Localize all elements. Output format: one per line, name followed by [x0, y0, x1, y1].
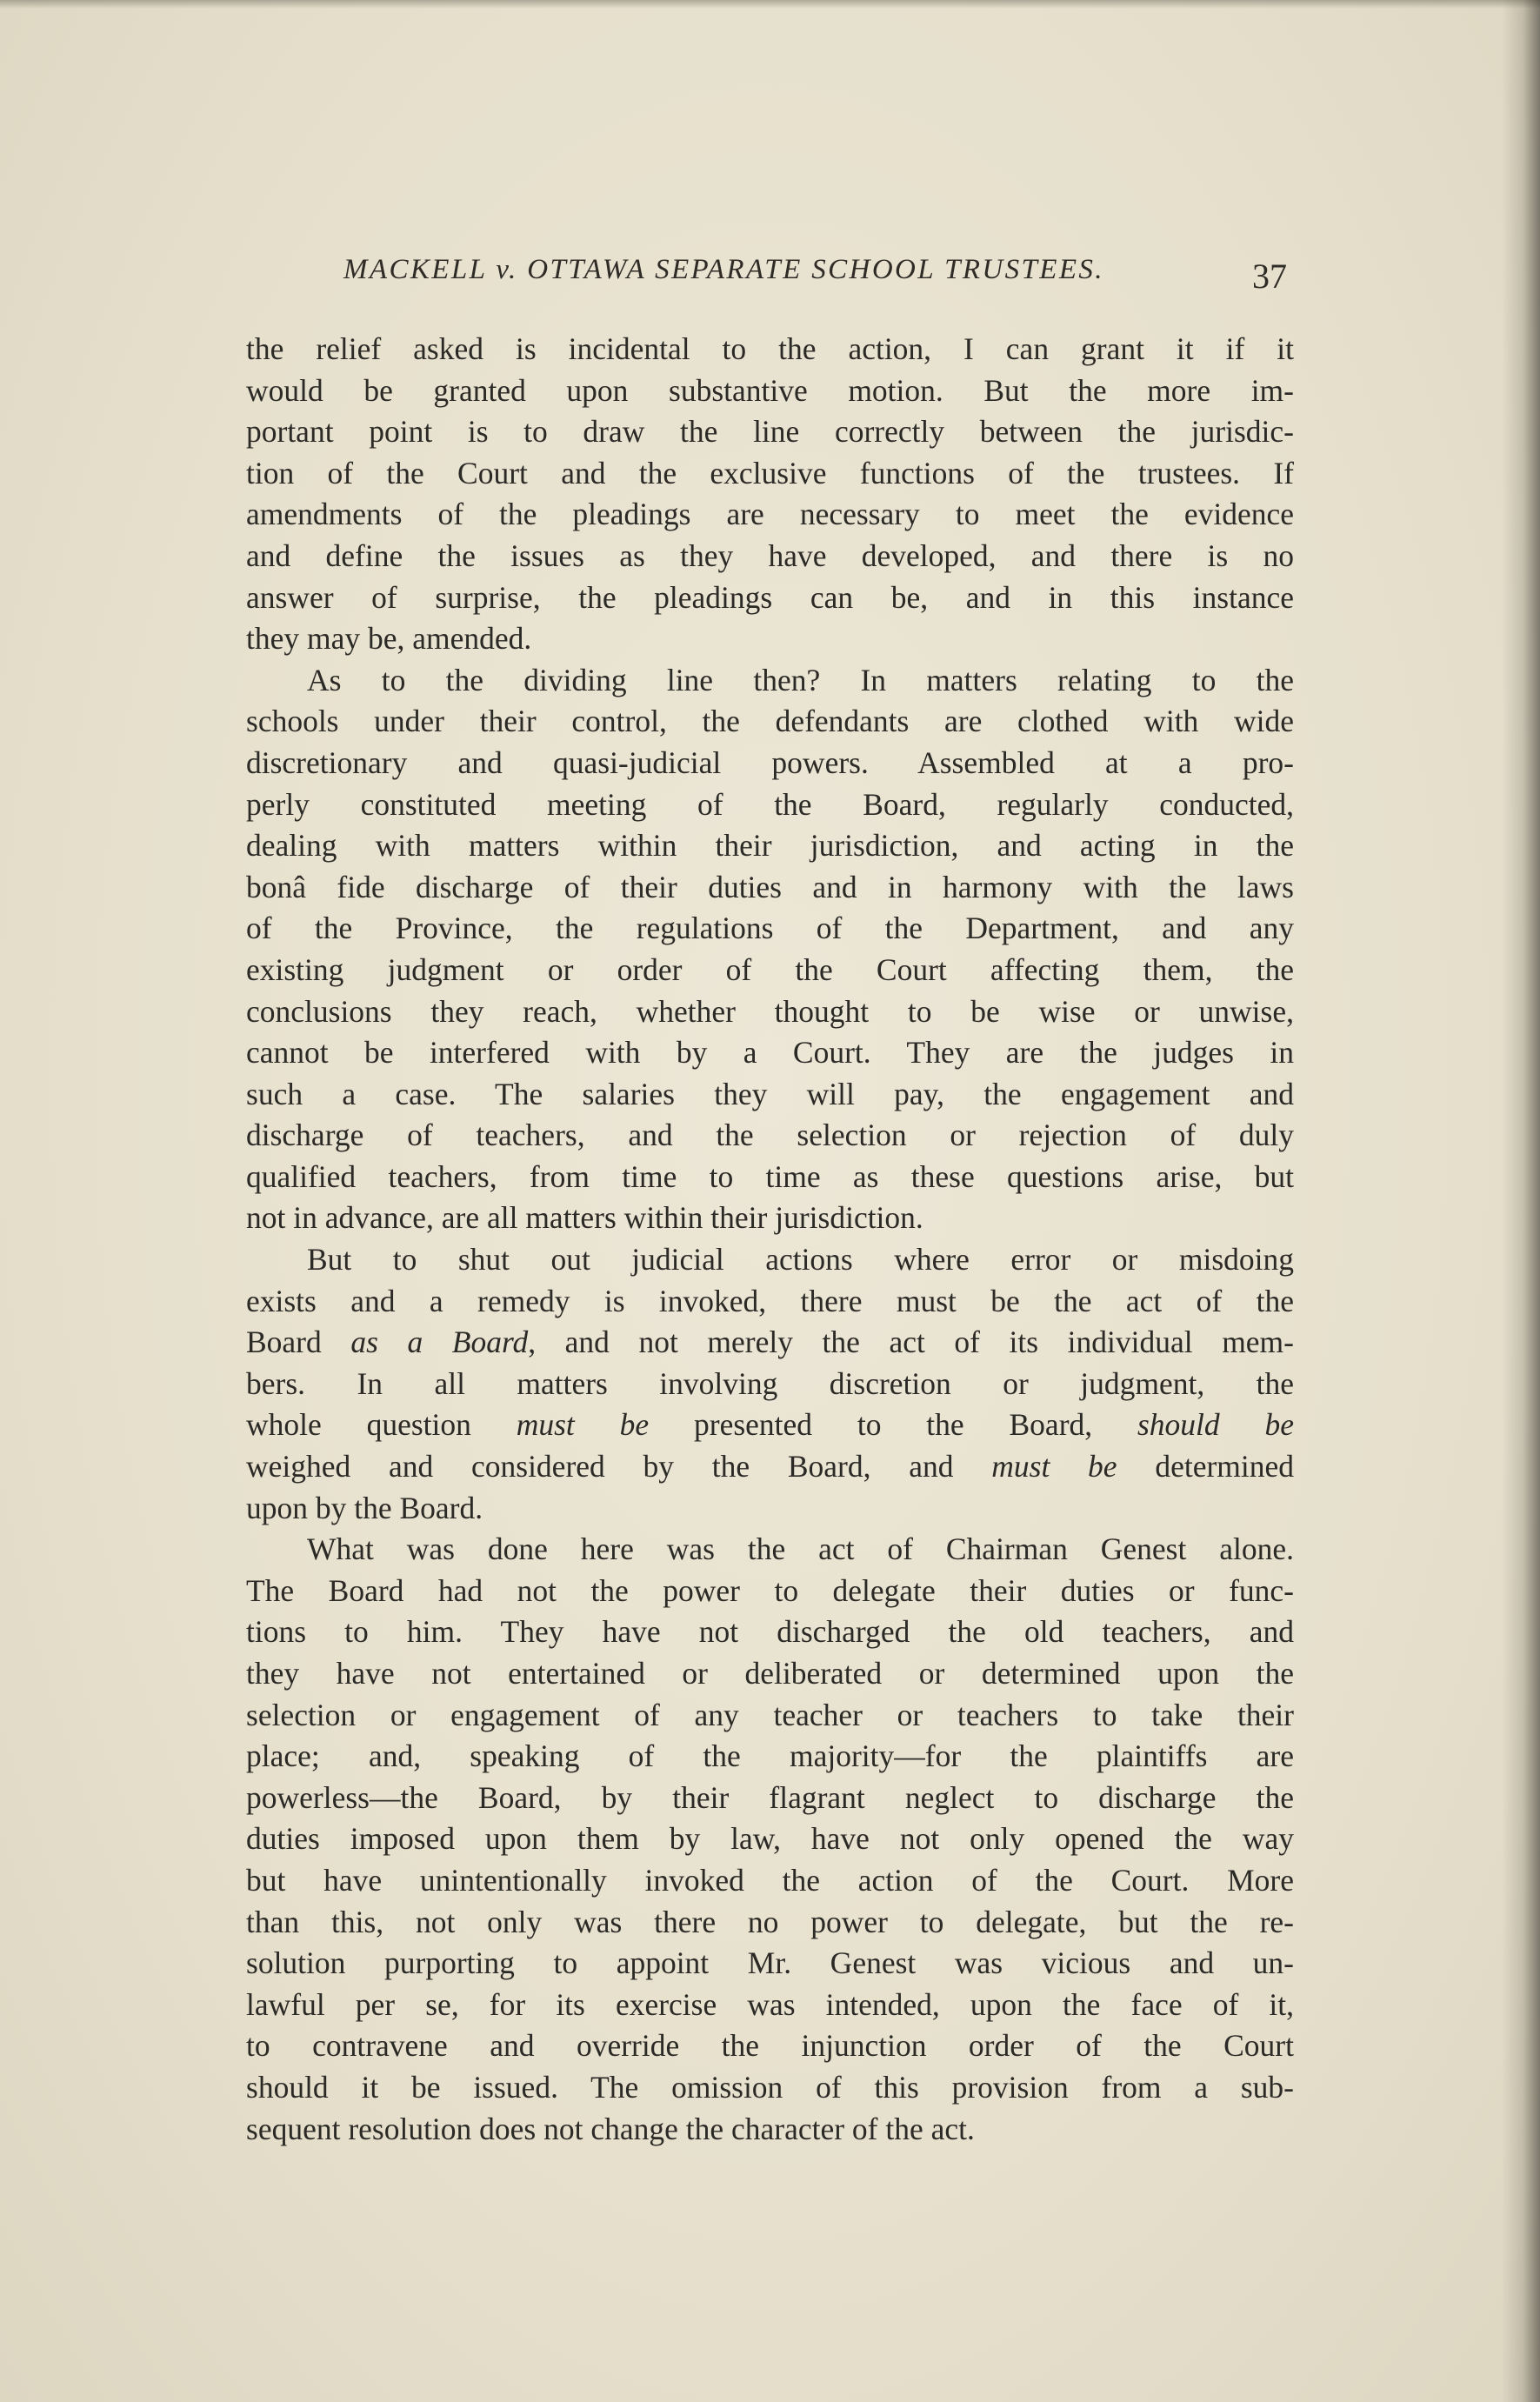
- text-run: whole question: [246, 1407, 517, 1443]
- running-header-title: MACKELL v. OTTAWA SEPARATE SCHOOL TRUSTEES.: [343, 254, 1104, 285]
- italic-text: should be: [1137, 1407, 1295, 1443]
- text-line: and define the issues as they have developed, and there is no: [246, 537, 1294, 573]
- text-line: discharge of teachers, and the selection or rejection of duly: [246, 1118, 1294, 1153]
- text-line: dealing with matters within their jurisdiction, and acting in the: [246, 828, 1294, 864]
- text-line: discretionary and quasi-judicial powers. Assembled at a pro-: [246, 744, 1294, 780]
- text-line: [246, 1405, 1294, 1446]
- text-run: , and not merely the act of its individual mem-: [528, 1324, 1294, 1360]
- text-line: solution purporting to appoint Mr. Genest was vicious and un-: [246, 1945, 1294, 1981]
- text-line: such a case. The salaries they will pay, the engagement and: [246, 1076, 1294, 1111]
- text-run: weighed and considered by the Board, and: [246, 1449, 992, 1485]
- text-line: existing judgment or order of the Court affecting them, the: [246, 951, 1294, 987]
- text-run: presented to the Board,: [649, 1407, 1137, 1443]
- text-line: upon by the Board.: [246, 1490, 483, 1525]
- text-line: bers. In all matters involving discretion or judgment, the: [246, 1365, 1294, 1401]
- text-line: but have unintentionally invoked the action of the Court. More: [246, 1862, 1294, 1898]
- text-line: [246, 1446, 1294, 1488]
- text-line: should it be issued. The omission of this provision from a sub-: [246, 2069, 1294, 2105]
- text-line: tions to him. They have not discharged the old teachers, and: [246, 1614, 1294, 1650]
- text-line: schools under their control, the defendants are clothed with wide: [246, 704, 1294, 739]
- text-line: [246, 1322, 1294, 1364]
- text-line: powerless—the Board, by their flagrant neglect to discharge the: [246, 1779, 1294, 1815]
- text-line: answer of surprise, the pleadings can be, and in this instance: [246, 579, 1294, 615]
- text-line: amendments of the pleadings are necessary to meet the evidence: [246, 497, 1294, 532]
- text-line: The Board had not the power to delegate their duties or func-: [246, 1572, 1294, 1608]
- text-line: perly constituted meeting of the Board, regularly conducted,: [246, 786, 1294, 822]
- text-line: the relief asked is incidental to the action, I can grant it if it: [246, 331, 1294, 366]
- body-text: [246, 329, 1294, 2150]
- italic-text: must be: [991, 1449, 1117, 1485]
- paragraph-1: [246, 329, 1294, 660]
- text-line: duties imposed upon them by law, have not only opened the way: [246, 1821, 1294, 1857]
- page-edge-shadow: [1502, 0, 1540, 2402]
- paragraph-3: [246, 1239, 1294, 1529]
- text-line: they may be, amended.: [246, 621, 532, 657]
- text-line: to contravene and override the injunction order of the Court: [246, 2028, 1294, 2064]
- text-line: sequent resolution does not change the character of the act.: [246, 2111, 975, 2146]
- text-line: As to the dividing line then? In matters relating to the: [307, 662, 1294, 697]
- text-line: would be granted upon substantive motion. But the more im-: [246, 372, 1294, 408]
- text-line: lawful per se, for its exercise was intended, upon the face of it,: [246, 1986, 1294, 2022]
- text-line: But to shut out judicial actions where error or misdoing: [307, 1242, 1294, 1278]
- text-line: tion of the Court and the exclusive functions of the trustees. If: [246, 455, 1294, 490]
- text-run: determined: [1117, 1449, 1295, 1485]
- text-line: conclusions they reach, whether thought to be wise or unwise,: [246, 993, 1294, 1029]
- text-line: they have not entertained or deliberated or determined upon the: [246, 1656, 1294, 1691]
- page-number: 37: [1252, 257, 1287, 296]
- italic-text: must be: [516, 1407, 650, 1443]
- text-line: portant point is to draw the line correctly between the jurisdic-: [246, 414, 1294, 450]
- text-run: Board: [246, 1324, 351, 1360]
- italic-text: as a Board: [350, 1324, 529, 1360]
- text-line: selection or engagement of any teacher or teachers to take their: [246, 1697, 1294, 1732]
- text-line: exists and a remedy is invoked, there must be the act of the: [246, 1283, 1294, 1318]
- text-line: not in advance, are all matters within their jurisdiction.: [246, 1200, 923, 1236]
- paragraph-2: [246, 660, 1294, 1239]
- text-line: cannot be interfered with by a Court. They are the judges in: [246, 1035, 1294, 1071]
- text-line: bonâ fide discharge of their duties and in harmony with the laws: [246, 869, 1294, 904]
- paragraph-4: [246, 1529, 1294, 2150]
- text-line: place; and, speaking of the majority—for the plaintiffs are: [246, 1738, 1294, 1774]
- text-line: What was done here was the act of Chairman Genest alone.: [307, 1531, 1294, 1567]
- page-top-edge: [0, 0, 1540, 9]
- text-line: than this, not only was there no power to delegate, but the re-: [246, 1904, 1294, 1939]
- text-line: of the Province, the regulations of the Department, and any: [246, 911, 1294, 946]
- text-line: qualified teachers, from time to time as these questions arise, but: [246, 1158, 1294, 1194]
